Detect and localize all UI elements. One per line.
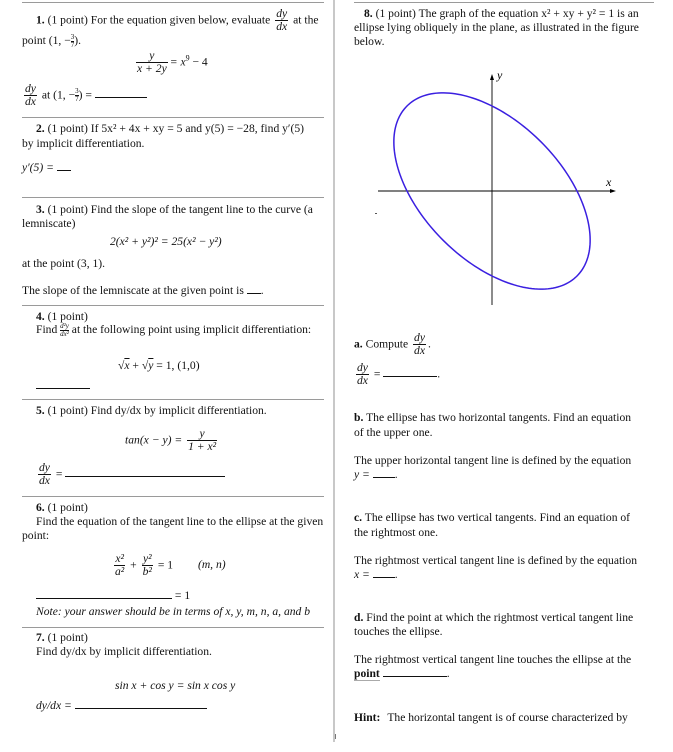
column-divider	[333, 0, 335, 742]
equation: sin x + cos y = sin x cos y	[115, 679, 236, 692]
problem-text: at the following point using implicit differentiation:	[71, 323, 312, 336]
dy-dx-fraction	[38, 462, 51, 487]
answer-label: dy/dx =	[36, 699, 72, 712]
problem-6-header	[36, 500, 88, 515]
answer-input[interactable]	[373, 467, 395, 478]
equation-rhs: = x	[169, 55, 186, 69]
numerator: y	[136, 50, 168, 63]
problem-2-answer	[22, 160, 71, 175]
hint	[354, 710, 628, 725]
problem-text: lemniscate)	[22, 217, 76, 230]
problem-number: 5.	[36, 404, 45, 417]
x-axis-label: x	[606, 175, 612, 189]
numerator: dy	[276, 7, 288, 20]
denominator: a²	[115, 565, 125, 579]
x-axis-arrow	[610, 189, 616, 193]
part-text: The ellipse has two horizontal tangents. Find an equation	[366, 411, 632, 424]
part-label: b.	[354, 411, 364, 424]
numerator: 3	[70, 32, 75, 41]
problem-7-answer	[36, 698, 207, 713]
point-link[interactable]: point	[354, 667, 380, 680]
radicand: x	[124, 359, 130, 372]
problem-1-point	[22, 33, 81, 49]
denominator: dx²	[60, 329, 69, 338]
answer-input[interactable]	[373, 567, 395, 578]
denominator: x + 2y	[137, 62, 167, 76]
problem-4-equation: √x + √y = 1, (1,0)	[118, 359, 200, 372]
y2-b2-fraction	[142, 553, 153, 578]
numerator: dy	[357, 361, 368, 374]
part-a: a. Compute $\frac{dy}{dx}$ .	[354, 331, 431, 358]
equation-tail: = 1	[157, 558, 174, 572]
problem-text: ellipse lying obliquely in the plane, as illustrated in the figure	[354, 21, 639, 34]
point-text: (1, −	[48, 34, 71, 47]
denominator: dx	[414, 344, 425, 358]
denominator: 1 + x²	[188, 440, 217, 454]
sqrt-x: √x	[118, 359, 130, 372]
equation-tail: − 4	[189, 55, 208, 69]
problem-text: For the equation given below, evaluate	[90, 13, 271, 27]
part-c	[354, 510, 630, 525]
part-b-answer: y = .	[354, 468, 398, 481]
page-marker	[335, 734, 336, 739]
problem-number: 4.	[36, 310, 45, 323]
problem-3-header	[36, 202, 313, 217]
ellipse-figure	[370, 60, 670, 330]
answer-input[interactable]	[383, 666, 447, 677]
answer-text: The upper horizontal tangent line is defined by the equation	[354, 454, 632, 467]
y-axis-label: y	[497, 68, 503, 82]
answer-label: ) =	[78, 88, 92, 102]
answer-input[interactable]	[247, 283, 261, 294]
answer-label: at (1, −	[41, 88, 76, 102]
dy-dx-fraction	[413, 332, 426, 357]
problem-1-answer	[22, 83, 147, 108]
separator	[22, 197, 324, 198]
stray-mark	[375, 213, 377, 214]
problem-text: point:	[22, 529, 50, 542]
part-text: of the upper one.	[354, 426, 433, 439]
problem-4-answer	[36, 378, 90, 393]
numerator: dy	[25, 82, 36, 95]
problem-points: (1 point)	[47, 13, 88, 27]
problem-text: Find the equation of the tangent line to the ellipse at the given	[36, 515, 324, 528]
denominator: 7	[75, 95, 79, 104]
problem-number: 2.	[36, 122, 45, 135]
problem-text: Find the slope of the tangent line to the curve (a	[90, 203, 313, 216]
separator	[354, 2, 654, 3]
part-text: The ellipse has two vertical tangents. Find an equation of	[364, 511, 631, 524]
problem-text: by implicit differentiation.	[22, 137, 145, 150]
problem-points: (1 point)	[47, 631, 88, 644]
problem-number: 8.	[364, 7, 373, 20]
problem-1-header	[36, 8, 319, 33]
numerator: d²y	[60, 321, 69, 330]
denominator: dx	[39, 474, 50, 488]
answer-input[interactable]	[383, 366, 437, 377]
problem-number: 3.	[36, 203, 45, 216]
problem-1-equation	[134, 50, 208, 75]
numerator: y	[187, 428, 217, 441]
part-b	[354, 410, 656, 425]
denominator: dx	[357, 374, 368, 388]
dy-dx-fraction	[275, 8, 288, 33]
problem-text: below.	[354, 35, 385, 48]
problem-points: (1 point)	[47, 122, 88, 135]
hint-text: The horizontal tangent is of course characterized by	[387, 711, 628, 724]
radicand: y	[148, 359, 154, 372]
problem-points: (1 point)	[47, 310, 88, 323]
denominator: b²	[142, 565, 152, 579]
separator	[22, 627, 324, 628]
exponent: 9	[185, 53, 190, 63]
note: Note: your answer should be in terms of x, y, m, n, a, and b	[36, 605, 311, 618]
answer-input[interactable]	[57, 160, 71, 171]
part-text: Find the point at which the rightmost vertical tangent line	[366, 611, 634, 624]
numerator: 3	[75, 87, 79, 96]
problem-6-answer	[36, 588, 190, 603]
problem-points: (1 point)	[47, 404, 88, 417]
answer-label: y′(5) =	[22, 161, 54, 174]
numerator: x²	[115, 552, 124, 565]
equation-lhs: tan(x − y) =	[125, 433, 183, 447]
equation-tail: = 1, (1,0)	[153, 359, 200, 372]
separator	[22, 117, 324, 118]
answer-input[interactable]	[65, 466, 225, 477]
problem-2-header	[36, 121, 304, 136]
equation-fraction	[187, 428, 217, 453]
denominator: dx	[276, 20, 288, 34]
problem-5-equation	[125, 428, 219, 453]
sqrt-y: √y	[141, 359, 154, 372]
numerator: y²	[142, 552, 152, 565]
problem-4-text	[36, 322, 311, 338]
part-d-answer: point .	[354, 667, 450, 680]
part-a-answer: $\frac{dy}{dx}$ = .	[357, 361, 441, 388]
problem-text: Find dy/dx by implicit differentiation.	[36, 645, 212, 658]
separator	[22, 305, 324, 306]
x2-a2-fraction	[114, 553, 125, 578]
answer-label: The slope of the lemniscate at the given point is	[22, 284, 244, 297]
part-label: d.	[354, 611, 364, 624]
separator	[22, 399, 324, 400]
problem-text: Find	[36, 323, 58, 336]
equation-fraction	[136, 50, 168, 75]
answer-input[interactable]	[36, 588, 172, 599]
point-label: point	[22, 34, 46, 47]
hint-label: Hint:	[354, 711, 381, 724]
answer-text: The rightmost vertical tangent line touches the ellipse at the	[354, 653, 632, 666]
problem-3-answer: The slope of the lemniscate at the given point is .	[22, 284, 264, 297]
answer-input[interactable]	[95, 87, 147, 98]
problem-5-answer: $\frac{dy}{dx}$ =	[36, 462, 225, 487]
problem-5-header	[36, 403, 267, 418]
answer-label: y =	[354, 468, 370, 481]
given-point: (m, n)	[197, 558, 226, 572]
part-c-answer: x = .	[354, 568, 398, 581]
answer-label: = 1	[174, 589, 191, 602]
dy-dx-fraction	[356, 362, 369, 387]
problem-7-header	[36, 630, 88, 645]
part-d	[354, 610, 633, 625]
problem-text: If 5x² + 4x + xy = 5 and y(5) = −28, find y′(5)	[90, 122, 304, 135]
denominator: 7	[70, 40, 75, 49]
problem-8-header	[364, 6, 639, 21]
numerator: dy	[39, 461, 50, 474]
problem-6-equation: $\frac{\text{x²}}{\text{a²}}$ + $\frac{\text{y²}}{\text{b²}}$ = 1 (m, n)	[115, 552, 226, 579]
part-text: touches the ellipse.	[354, 625, 443, 638]
part-label: a.	[354, 337, 363, 351]
problem-number: 6.	[36, 501, 45, 514]
numerator: dy	[414, 331, 425, 344]
second-derivative-fraction	[60, 323, 69, 338]
equation: 2(x² + y²)² = 25(x² − y²)	[110, 235, 222, 248]
point-text: ).	[74, 34, 82, 47]
answer-input[interactable]	[36, 378, 90, 389]
problem-text: at the point (3, 1).	[22, 257, 106, 270]
y-axis-arrow	[490, 74, 494, 80]
problem-text: at the	[293, 13, 319, 27]
separator	[22, 496, 324, 497]
problem-text: Find dy/dx by implicit differentiation.	[90, 404, 267, 417]
answer-input[interactable]	[75, 698, 207, 709]
separator	[22, 2, 324, 3]
part-text: the rightmost one.	[354, 526, 439, 539]
part-label: c.	[354, 511, 363, 524]
problem-number: 1.	[36, 13, 45, 27]
denominator: dx	[25, 95, 36, 109]
dy-dx-fraction	[24, 83, 37, 108]
answer-text: The rightmost vertical tangent line is defined by the equation	[354, 554, 637, 567]
problem-text: The graph of the equation x² + xy + y² = 1 is an	[418, 7, 639, 20]
part-text: Compute	[365, 337, 409, 351]
problem-points: (1 point)	[375, 7, 416, 20]
answer-label: x =	[354, 568, 370, 581]
problem-points: (1 point)	[47, 501, 88, 514]
problem-points: (1 point)	[47, 203, 88, 216]
problem-number: 7.	[36, 631, 45, 644]
